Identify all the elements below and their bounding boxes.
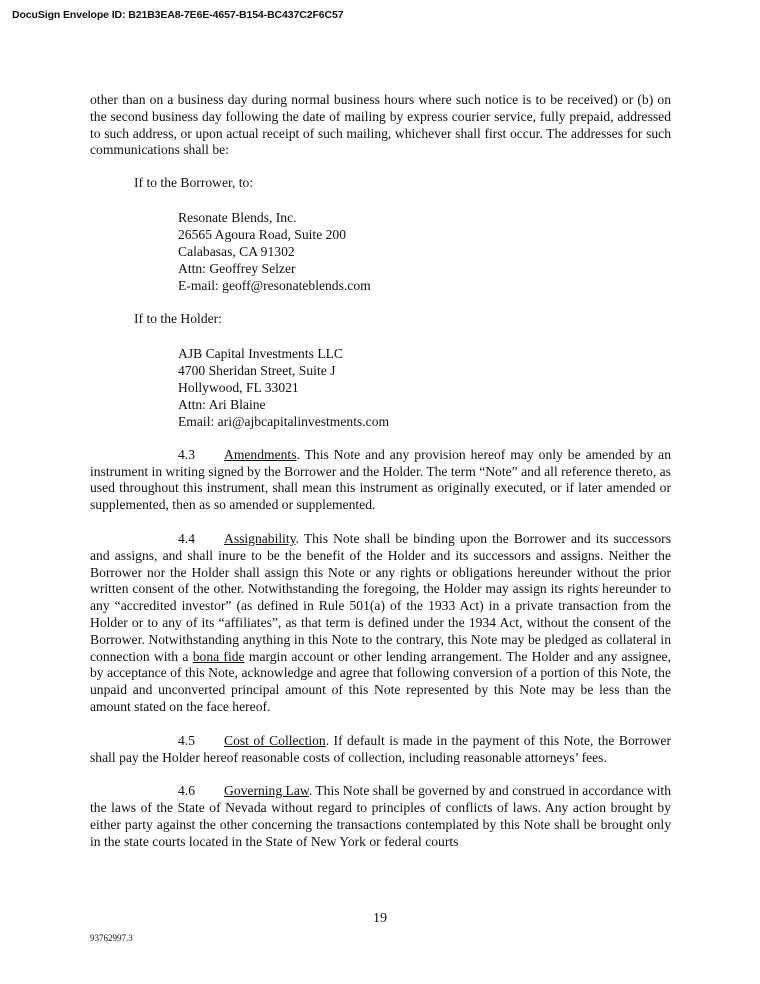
borrower-company: Resonate Blends, Inc. <box>178 209 297 225</box>
borrower-attn: Attn: Geoffrey Selzer <box>178 260 296 276</box>
holder-label: If to the Holder: <box>134 310 222 326</box>
section-text: . This Note shall be governed by and construed in accordance with the laws of the State of Nevada without regard to principles of conflicts of laws. Any action brought by either party against the other concerning the transactions contemplated by this Note shall be brought only in the state courts located in the State of New York or federal courts <box>90 783 671 849</box>
borrower-label: If to the Borrower, to: <box>134 175 254 191</box>
section-number: 4.3 <box>178 446 195 462</box>
document-id: 93762997.3 <box>90 933 133 943</box>
section-text: . This Note and any provision hereof may only be amended by an instrument in writing signed by the Borrower and the Holder. The term “Note” and all reference thereto, as used throughout this instrument, shall mean this instrument as originally executed, or if later amended or supplemented, then as so amended or supplemented. <box>90 446 671 513</box>
intro-paragraph: other than on a business day during normal business hours where such notice is to be received) or (b) on the second business day following the date of mailing by express courier service, fully prepaid, addressed to such address, or upon actual receipt of such mailing, whichever shall first occur. The addresses for such communications shall be: <box>90 92 671 158</box>
section-4-4 <box>90 531 671 716</box>
section-text-continued: margin account or other lending arrangement. The Holder and any assignee, by acceptance of this Note, acknowledge and agree that following conversion of a portion of this Note, the unpaid and unconverted principal amount of this Note represented by this Note may be less than the amount stated on the face hereof. <box>90 648 671 714</box>
holder-street: 4700 Sheridan Street, Suite J <box>178 362 336 378</box>
holder-company: AJB Capital Investments LLC <box>178 345 343 361</box>
holder-email: Email: ari@ajbcapitalinvestments.com <box>178 413 390 429</box>
page-number: 19 <box>373 911 387 926</box>
bona-fide-emphasis: bona fide <box>192 648 245 664</box>
section-heading: Assignability <box>224 530 296 546</box>
section-number: 4.6 <box>178 783 195 799</box>
section-number: 4.5 <box>178 732 195 748</box>
docusign-envelope-id: DocuSign Envelope ID: B21B3EA8-7E6E-4657-B154-BC437C2F6C57 <box>12 9 344 21</box>
section-4-3 <box>90 447 671 514</box>
section-heading: Cost of Collection <box>224 732 326 748</box>
borrower-email: E-mail: geoff@resonateblends.com <box>178 277 371 293</box>
holder-city: Hollywood, FL 33021 <box>178 379 299 395</box>
borrower-address <box>178 209 671 294</box>
section-text: . If default is made in the payment of this Note, the Borrower shall pay the Holder hereof reasonable costs of collection, including reasonable attorneys’ fees. <box>90 732 671 765</box>
section-text: . This Note shall be binding upon the Borrower and its successors and assigns, and shall inure to be the benefit of the Holder and its successors and assigns. Neither the Borrower nor the Holder shall assign this Note or any rights or obligations hereunder without the prior written consent of the other. Notwithstanding the foregoing, the Holder may assign its rights hereunder to any “accredited investor” (as defined in Rule 501(a) of the 1933 Act) in a private transaction from the Holder or to any of its “affiliates”, as that term is defined under the 1934 Act, without the consent of the Borrower. Notwithstanding anything in this Note to the contrary, this Note may be pledged as collateral in connection with a <box>90 530 671 664</box>
holder-address <box>178 345 671 430</box>
section-4-6 <box>90 783 671 850</box>
document-body <box>90 92 671 868</box>
borrower-street: 26565 Agoura Road, Suite 200 <box>178 226 347 242</box>
section-heading: Governing Law <box>224 783 309 799</box>
section-number: 4.4 <box>178 530 195 546</box>
holder-attn: Attn: Ari Blaine <box>178 396 266 412</box>
section-heading: Amendments <box>224 446 297 462</box>
section-4-5 <box>90 733 671 767</box>
borrower-city: Calabasas, CA 91302 <box>178 243 295 259</box>
